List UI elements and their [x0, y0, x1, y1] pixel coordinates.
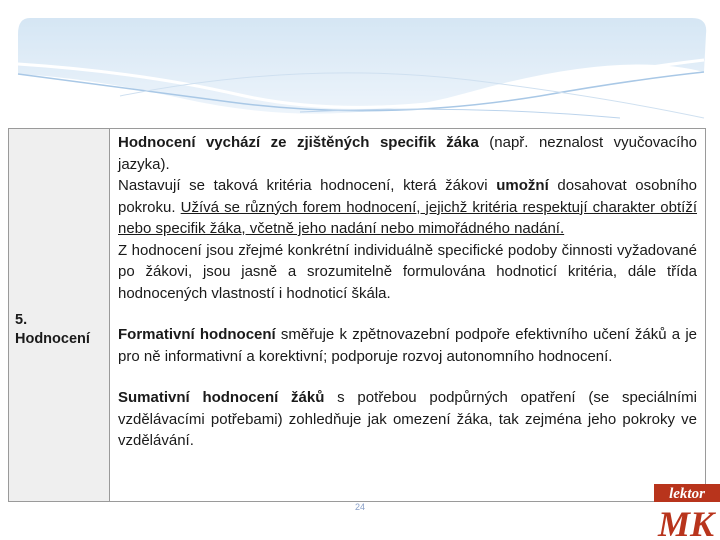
- paragraph-criteria-bold: umožní: [496, 177, 549, 194]
- paragraph-criteria-text-2: dosahovat osobního pokroku.: [118, 177, 697, 216]
- paragraph-summative-bold: Sumativní hodnocení žáků: [118, 389, 325, 406]
- paragraph-criteria-underlined: Užívá se různých forem hodnocení, jejichž kritéria respektují charakter obtíží nebo specifik žáka, včetně jeho nadání nebo mimořádného nadání.: [118, 198, 697, 237]
- row-label-cell: [9, 129, 110, 501]
- paragraph-specifics: [118, 132, 697, 175]
- row-label: [15, 311, 90, 349]
- content-table: [8, 128, 706, 502]
- header-banner: [0, 0, 720, 130]
- paragraph-formative-bold: Formativní hodnocení: [118, 326, 276, 343]
- paragraph-summative: [118, 387, 697, 452]
- page-number: 24: [354, 502, 365, 512]
- paragraph-forms: Z hodnocení jsou zřejmé konkrétní individuálně specifické podoby činnosti vyžadované po žákovi, jsou jasně a srozumitelně formulována hodnoticí kritéria, dále třída hodnocených vlastností i hodnoticí škála.: [118, 241, 697, 302]
- logo-line1: lektor: [669, 486, 705, 502]
- lektor-logo: [652, 482, 720, 540]
- paragraph-formative-text: směřuje k zpětnovazební podpoře efektivního učení žáků a je pro ně informativní a korektivní; podporuje rozvoj autonomního hodnocení.: [118, 326, 697, 365]
- paragraph-summative-text: s potřebou podpůrných opatření (se speciálními vzdělávacími potřebami) zohledňuje jak omezení žáka, tak zejména jeho pokroky ve vzdělávání.: [118, 389, 697, 449]
- paragraph-specifics-text: (např. neznalost vyučovacího jazyka).: [118, 134, 697, 173]
- banner-curve-4: [300, 109, 620, 118]
- paragraph-criteria: [118, 175, 697, 240]
- paragraph-criteria-text: Nastavují se taková kritéria hodnocení, která žákovi: [118, 177, 497, 194]
- row-number: 5.: [15, 312, 28, 328]
- paragraph-specifics-bold: Hodnocení vychází ze zjištěných specifik žáka: [118, 134, 479, 151]
- row-title: Hodnocení: [15, 331, 90, 347]
- paragraph-formative: [118, 324, 697, 367]
- logo-line2: MK: [657, 504, 715, 540]
- row-content-cell: [110, 129, 705, 501]
